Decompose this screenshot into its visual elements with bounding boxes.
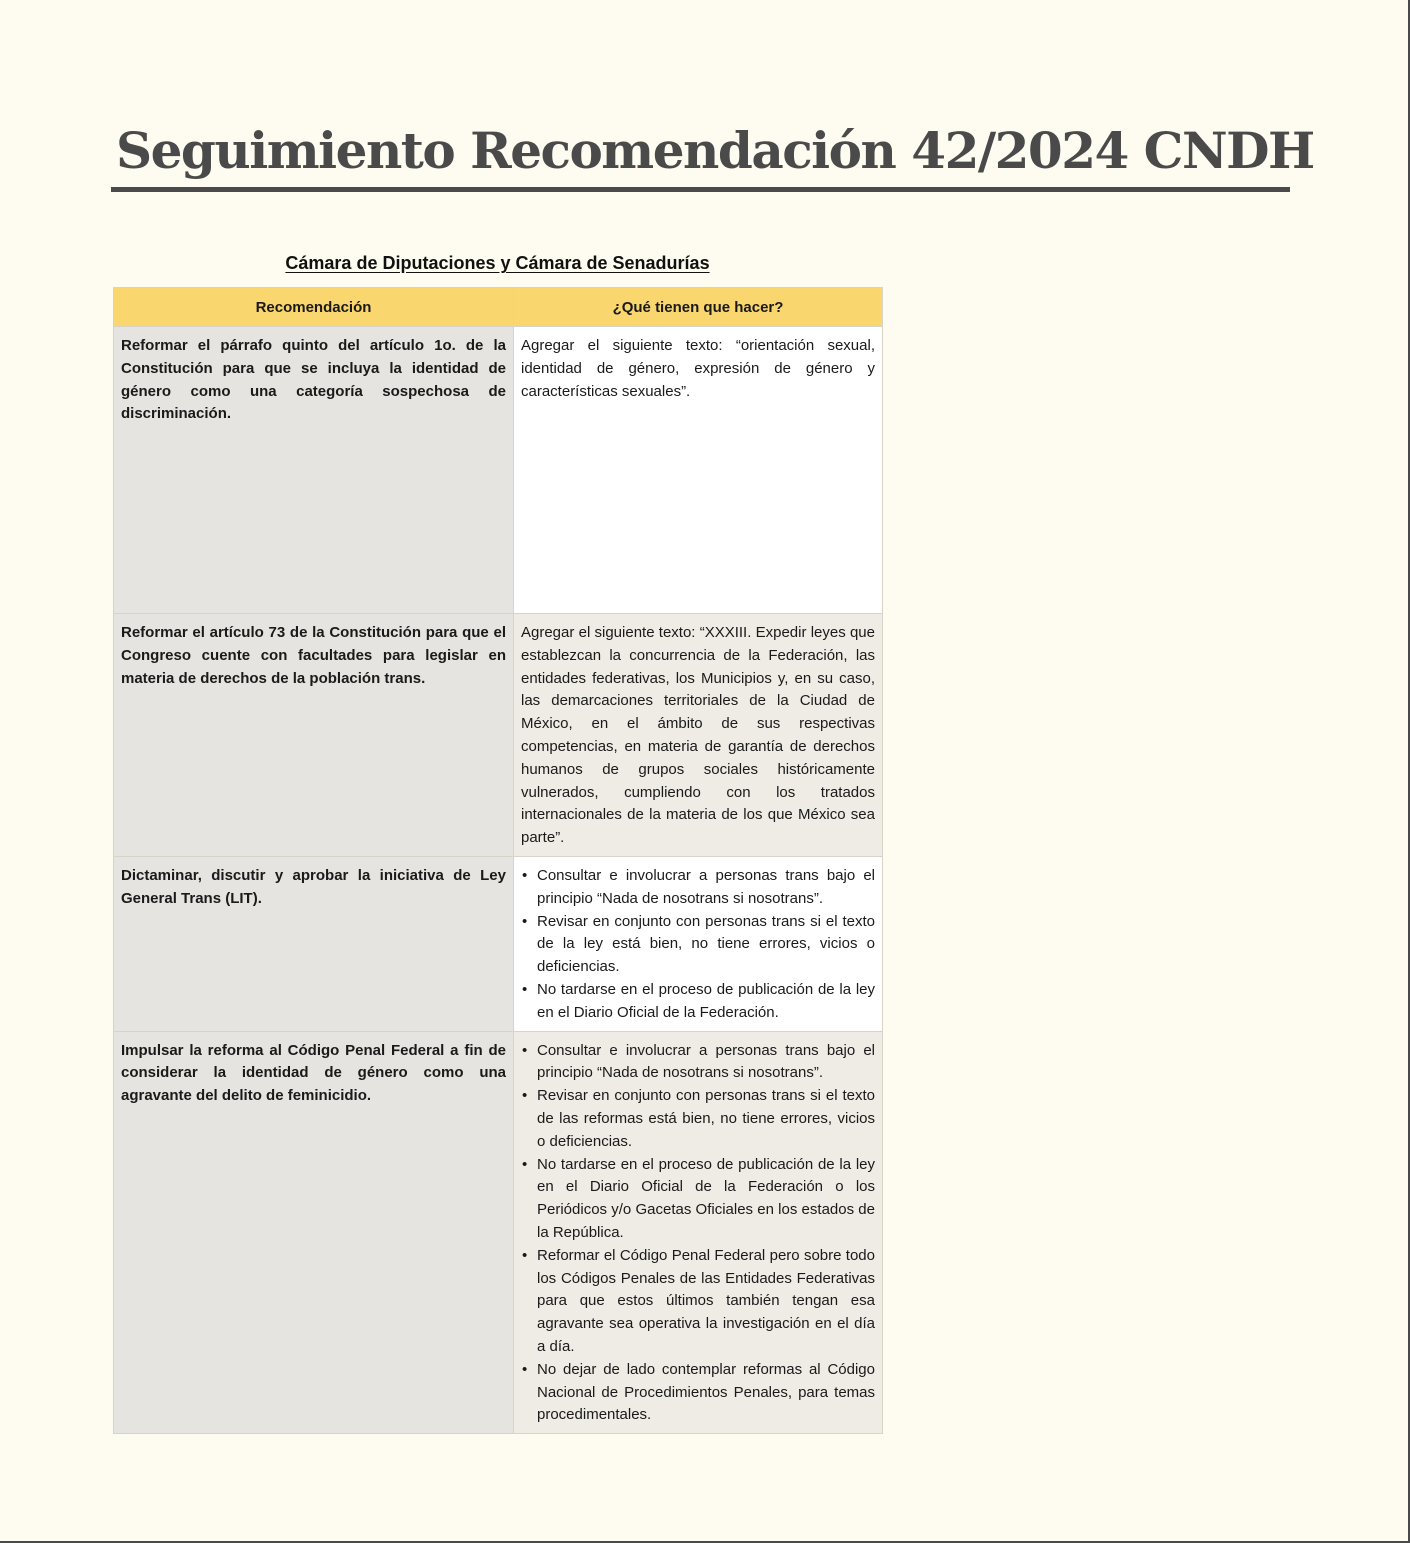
table-row	[114, 614, 883, 857]
recommendation-cell: Reformar el artículo 73 de la Constitución para que el Congreso cuente con facultades para legislar en materia de derechos de la población trans.	[114, 614, 514, 857]
table-row	[114, 327, 883, 614]
table-caption: Cámara de Diputaciones y Cámara de Senadurías	[285, 253, 710, 273]
recommendation-cell: Reformar el párrafo quinto del artículo 1o. de la Constitución para que se incluya la identidad de género como una categoría sospechosa de discriminación.	[114, 327, 514, 614]
list-item: • No tardarse en el proceso de publicación de la ley en el Diario Oficial de la Federación o los Periódicos y/o Gacetas Oficiales en los estados de la República.	[521, 1154, 875, 1245]
document-title: Seguimiento Recomendación 42/2024 CNDH	[116, 121, 1314, 180]
table-row	[114, 1031, 883, 1434]
recommendations-table	[113, 287, 883, 1434]
title-divider	[111, 187, 1290, 192]
table-header-row	[114, 288, 883, 327]
header-recommendation: Recomendación	[114, 288, 514, 327]
header-actions: ¿Qué tienen que hacer?	[514, 288, 883, 327]
action-cell	[514, 856, 883, 1031]
action-cell	[514, 1031, 883, 1434]
list-item: • Revisar en conjunto con personas trans si el texto de la ley está bien, no tiene errores, vicios o deficiencias.	[521, 911, 875, 979]
list-item: • Revisar en conjunto con personas trans si el texto de las reformas está bien, no tiene errores, vicios o deficiencias.	[521, 1085, 875, 1153]
action-list	[521, 1040, 875, 1428]
action-cell: Agregar el siguiente texto: “XXXIII. Expedir leyes que establezcan la concurrencia de la Federación, las entidades federativas, los Municipios y, en su caso, las demarcaciones territoriales de la Ciudad de México, en el ámbito de sus respectivas competencias, en materia de garantía de derechos humanos de grupos sociales históricamente vulnerados, cumpliendo con los tratados internacionales de la materia de los que México sea parte”.	[514, 614, 883, 857]
list-item: • No dejar de lado contemplar reformas al Código Nacional de Procedimientos Penales, para temas procedimentales.	[521, 1359, 875, 1427]
table-row	[114, 856, 883, 1031]
list-item: • No tardarse en el proceso de publicación de la ley en el Diario Oficial de la Federación.	[521, 979, 875, 1025]
action-list	[521, 865, 875, 1025]
recommendation-cell: Impulsar la reforma al Código Penal Federal a fin de considerar la identidad de género como una agravante del delito de feminicidio.	[114, 1031, 514, 1434]
recommendation-cell: Dictaminar, discutir y aprobar la iniciativa de Ley General Trans (LIT).	[114, 856, 514, 1031]
list-item: • Reformar el Código Penal Federal pero sobre todo los Códigos Penales de las Entidades Federativas para que estos últimos también tengan esa agravante sea operativa la investigación en el día a día.	[521, 1245, 875, 1359]
action-cell: Agregar el siguiente texto: “orientación sexual, identidad de género, expresión de género y características sexuales”.	[514, 327, 883, 614]
list-item: • Consultar e involucrar a personas trans bajo el principio “Nada de nosotrans si nosotrans”.	[521, 865, 875, 911]
list-item: • Consultar e involucrar a personas trans bajo el principio “Nada de nosotrans si nosotrans”.	[521, 1040, 875, 1086]
